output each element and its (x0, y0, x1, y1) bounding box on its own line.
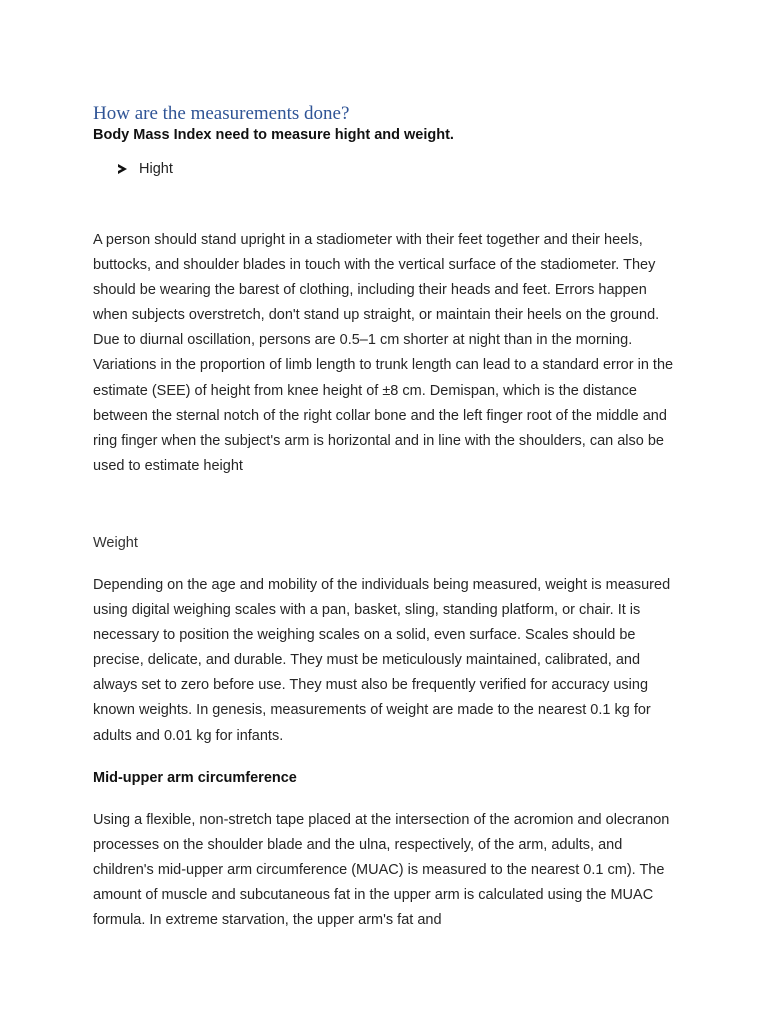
section-heading: How are the measurements done? (93, 103, 350, 124)
height-paragraph: A person should stand upright in a stadiometer with their feet together and their heels, buttocks, and shoulder blades in touch with the vertical surface of the stadiometer. They should be wearing the barest of clothing, including their heads and feet. Errors happen when subjects overstretch, don't stand up straight, or maintain their heels on the ground. Due to diurnal oscillation, persons are 0.5–1 cm shorter at night than in the morning. Variations in the proportion of limb length to trunk length can lead to a standard error in the estimate (SEE) of height from knee height of ±8 cm. Demispan, which is the distance between the sternal notch of the right collar bone and the left finger root of the middle and ring finger when the subject's arm is horizontal and in line with the shoulders, can also be used to estimate height (93, 232, 674, 474)
weight-label: Weight (93, 535, 138, 551)
muac-paragraph: Using a flexible, non-stretch tape placed at the intersection of the acromion and olecranon processes on the shoulder blade and the ulna, respectively, of the arm, adults, and children's mid-upper arm circumference (MUAC) is measured to the nearest 0.1 cm). The amount of muscle and subcutaneous fat in the upper arm is calculated using the MUAC formula. In extreme starvation, the upper arm's fat and (93, 812, 670, 929)
weight-paragraph: Depending on the age and mobility of the individuals being measured, weight is measured using digital weighing scales with a pan, basket, sling, standing platform, or chair. It is necessary to position the weighing scales on a solid, even surface. Scales should be precise, delicate, and durable. They must be meticulously maintained, calibrated, and always set to zero before use. They must also be frequently verified for accuracy using known weights. In genesis, measurements of weight are made to the nearest 0.1 kg for adults and 0.01 kg for infants. (93, 577, 671, 744)
arrow-bullet-icon (118, 164, 127, 174)
bmi-subheading: Body Mass Index need to measure hight and weight. (93, 127, 454, 143)
bullet-label-height: Hight (139, 161, 173, 177)
muac-label: Mid-upper arm circumference (93, 770, 297, 786)
bullet-list (118, 159, 173, 179)
list-item (118, 159, 173, 179)
